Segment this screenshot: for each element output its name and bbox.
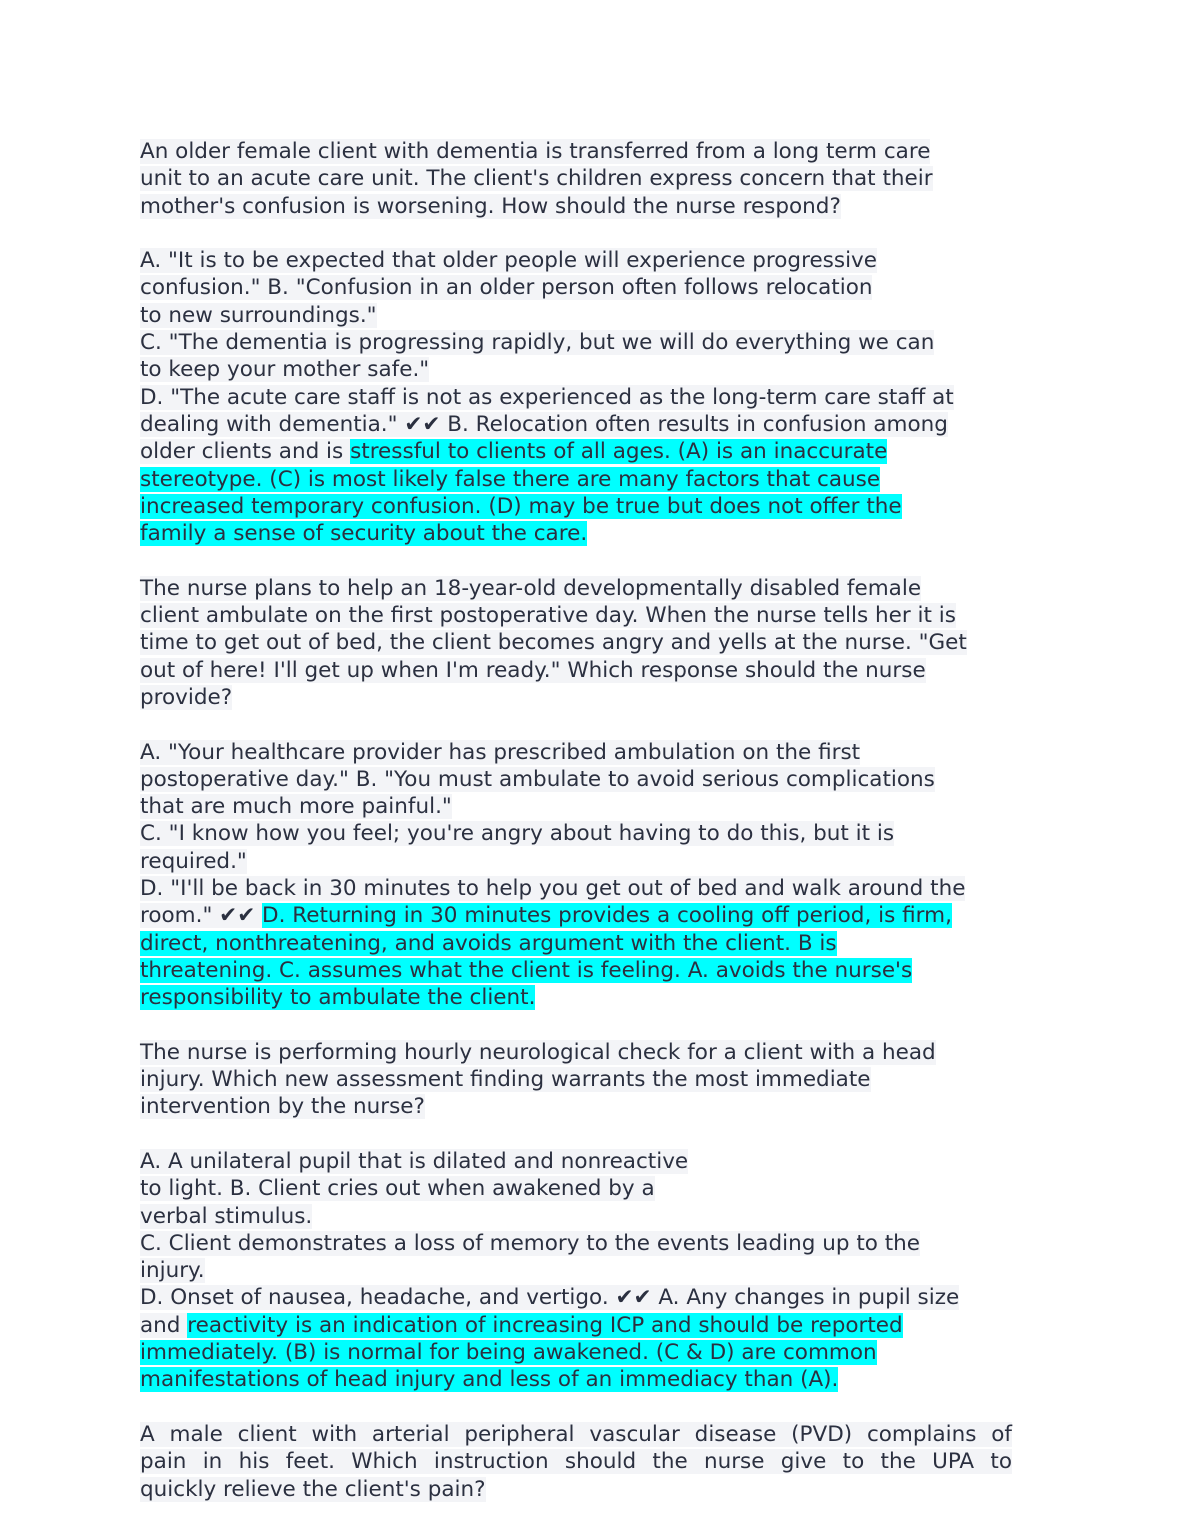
text-line (140, 575, 1050, 602)
text-segment: D. "I'll be back in 30 minutes to help you get out of bed and walk around the (140, 876, 966, 902)
text-line (140, 165, 1050, 192)
paragraph-gap (140, 1012, 1050, 1039)
text-line (140, 820, 1050, 847)
text-segment: A male client with arterial peripheral vascular disease (PVD) complains of (140, 1421, 1012, 1447)
highlighted-text: manifestations of head injury and less of an immediacy than (A). (140, 1367, 839, 1393)
text-line (140, 848, 1050, 875)
text-line (140, 302, 1050, 329)
paragraph-gap (140, 1394, 1050, 1421)
text-segment: C. "I know how you feel; you're angry about having to do this, but it is (140, 821, 895, 847)
paragraph-gap (140, 547, 1050, 574)
text-line (140, 411, 1050, 438)
text-line (140, 957, 1050, 984)
question-block (140, 1039, 1050, 1394)
text-line (140, 193, 1050, 220)
text-segment: C. "The dementia is progressing rapidly, but we will do everything we can (140, 330, 935, 356)
document-page (140, 138, 1050, 1503)
text-segment: injury. (140, 1258, 205, 1284)
text-line (140, 875, 1050, 902)
question-block (140, 138, 1050, 547)
text-line (140, 247, 1050, 274)
question-block (140, 1421, 1050, 1503)
text-line (140, 930, 1050, 957)
highlighted-text: increased temporary confusion. (D) may be true but does not offer the (140, 493, 902, 519)
text-line (140, 1066, 1050, 1093)
text-line (140, 1257, 1050, 1284)
text-segment: and (140, 1312, 188, 1338)
text-segment: quickly relieve the client's pain? (140, 1476, 486, 1502)
highlighted-text: immediately. (B) is normal for being awakened. (C & D) are common (140, 1340, 877, 1366)
text-segment: The nurse is performing hourly neurological check for a client with a head (140, 1039, 936, 1065)
text-line (140, 274, 1050, 301)
text-segment: dealing with dementia." ✔✔ B. Relocation often results in confusion among (140, 411, 948, 437)
text-segment: injury. Which new assessment finding warrants the most immediate (140, 1067, 871, 1093)
text-line (140, 466, 1050, 493)
highlighted-text: D. Returning in 30 minutes provides a cooling off period, is firm, (262, 903, 952, 929)
highlighted-text: stereotype. (C) is most likely false there are many factors that cause (140, 466, 881, 492)
text-segment: A. "Your healthcare provider has prescribed ambulation on the first (140, 739, 861, 765)
text-segment: to new surroundings." (140, 302, 377, 328)
text-line (140, 1284, 1050, 1311)
text-segment: to keep your mother safe." (140, 357, 430, 383)
text-segment: provide? (140, 684, 233, 710)
highlighted-text: responsibility to ambulate the client. (140, 985, 536, 1011)
highlighted-text: direct, nonthreatening, and avoids argument with the client. B is (140, 930, 837, 956)
text-segment: intervention by the nurse? (140, 1094, 425, 1120)
text-line (140, 356, 1050, 383)
text-line (140, 384, 1050, 411)
text-line (140, 984, 1050, 1011)
text-line (140, 1148, 1050, 1175)
highlighted-text: reactivity is an indication of increasing ICP and should be reported (187, 1312, 903, 1338)
text-segment: A. A unilateral pupil that is dilated and nonreactive (140, 1148, 689, 1174)
text-segment: to light. B. Client cries out when awakened by a (140, 1176, 655, 1202)
text-line (140, 766, 1050, 793)
text-line (140, 1093, 1050, 1120)
question-block (140, 575, 1050, 1012)
blank-line (140, 220, 1050, 247)
text-line (140, 629, 1050, 656)
blank-line (140, 711, 1050, 738)
text-segment: An older female client with dementia is transferred from a long term care (140, 139, 931, 164)
text-line (140, 739, 1050, 766)
text-segment: A. "It is to be expected that older people will experience progressive (140, 248, 877, 274)
text-segment: client ambulate on the first postoperative day. When the nurse tells her it is (140, 603, 956, 629)
text-line (140, 1203, 1050, 1230)
text-line (140, 1476, 1050, 1503)
text-segment: postoperative day." B. "You must ambulate to avoid serious complications (140, 766, 935, 792)
text-segment: pain in his feet. Which instruction should the nurse give to the UPA to (140, 1449, 1012, 1475)
text-line (140, 1421, 1012, 1448)
text-segment: verbal stimulus. (140, 1203, 313, 1229)
text-segment: time to get out of bed, the client becomes angry and yells at the nurse. "Get (140, 630, 967, 656)
text-segment: out of here! I'll get up when I'm ready." Which response should the nurse (140, 657, 926, 683)
blank-line (140, 1121, 1050, 1148)
text-segment: older clients and is (140, 439, 351, 465)
highlighted-text: stressful to clients of all ages. (A) is an inaccurate (350, 439, 888, 465)
text-line (140, 1312, 1050, 1339)
highlighted-text: threatening. C. assumes what the client is feeling. A. avoids the nurse's (140, 957, 913, 983)
text-segment: room." ✔✔ (140, 903, 263, 929)
highlighted-text: family a sense of security about the care. (140, 521, 588, 547)
text-segment: D. Onset of nausea, headache, and vertigo. ✔✔ A. Any changes in pupil size (140, 1285, 960, 1311)
text-line (140, 493, 1050, 520)
text-line (140, 1039, 1050, 1066)
text-segment: D. "The acute care staff is not as experienced as the long-term care staff at (140, 384, 954, 410)
text-segment: The nurse plans to help an 18-year-old developmentally disabled female (140, 575, 922, 601)
text-line (140, 1366, 1050, 1393)
text-line (140, 1448, 1012, 1475)
text-line (140, 602, 1050, 629)
text-segment: C. Client demonstrates a loss of memory to the events leading up to the (140, 1230, 921, 1256)
text-segment: required." (140, 848, 247, 874)
text-line (140, 793, 1050, 820)
text-line (140, 138, 1050, 165)
text-segment: mother's confusion is worsening. How should the nurse respond? (140, 193, 841, 219)
text-line (140, 329, 1050, 356)
text-line (140, 438, 1050, 465)
text-line (140, 520, 1050, 547)
text-segment: that are much more painful." (140, 794, 452, 820)
text-line (140, 902, 1050, 929)
text-line (140, 1339, 1050, 1366)
text-segment: confusion." B. "Confusion in an older person often follows relocation (140, 275, 873, 301)
text-line (140, 684, 1050, 711)
text-line (140, 657, 1050, 684)
text-segment: unit to an acute care unit. The client's children express concern that their (140, 166, 933, 192)
text-line (140, 1230, 1050, 1257)
text-line (140, 1175, 1050, 1202)
